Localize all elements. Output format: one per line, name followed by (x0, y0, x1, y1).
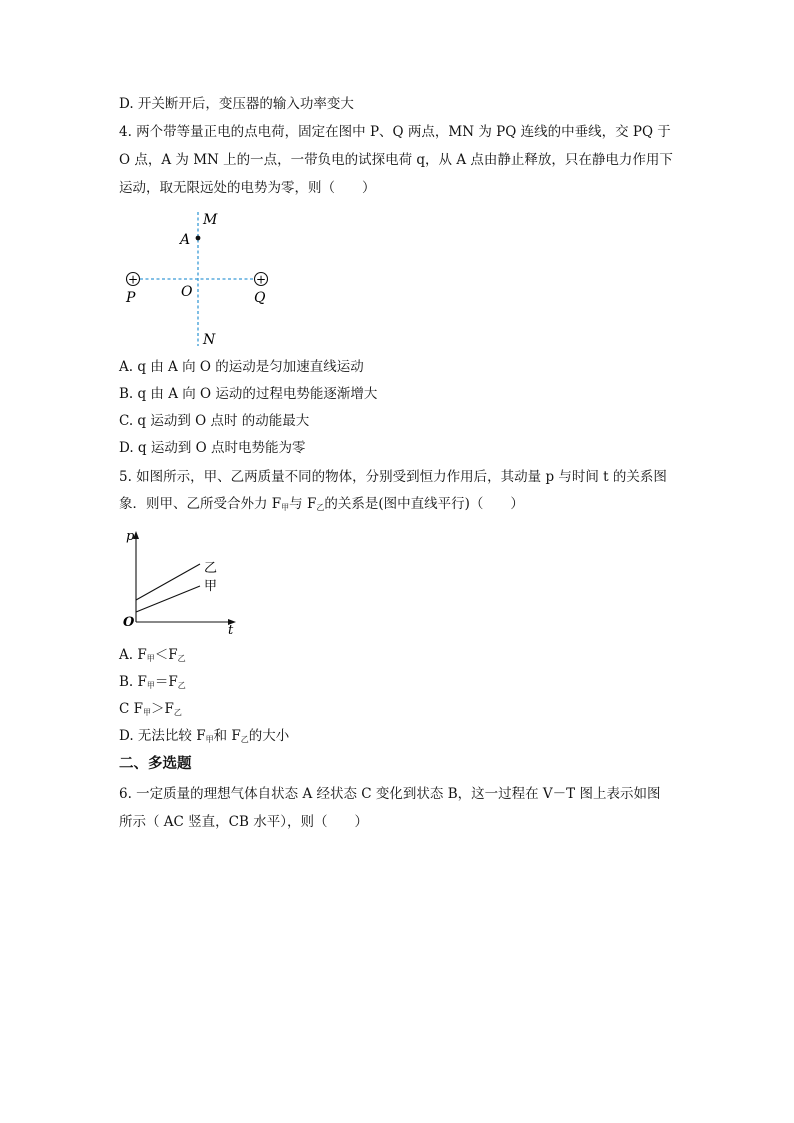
option-b-text: B. F (119, 674, 147, 690)
subscript-jia: 甲 (143, 708, 151, 717)
subscript-jia: 甲 (281, 503, 290, 512)
q5-stem-part-2: 与 F (289, 496, 317, 512)
q6-stem-line-2: 所示（ AC 竖直，CB 水平），则（ ） (119, 814, 368, 830)
option-d-text: D. 无法比较 F (119, 728, 206, 744)
label-yi: 乙 (204, 561, 218, 576)
charge-q-plus-sign: + (255, 272, 267, 287)
q5-option-d (119, 726, 289, 750)
charges-figure (118, 208, 278, 350)
label-origin: O (123, 615, 135, 630)
q4-stem-line-3: 运动，取无限远处的电势为零，则（ ） (119, 180, 376, 196)
point-a-dot (196, 236, 201, 241)
subscript-jia: 甲 (146, 654, 155, 663)
line-yi (136, 564, 200, 600)
subscript-jia: 甲 (146, 681, 155, 690)
subscript-yi: 乙 (316, 503, 325, 512)
subscript-yi: 乙 (173, 708, 182, 717)
label-a: A (180, 232, 191, 248)
q6-stem-line-1: 6. 一定质量的理想气体自状态 A 经状态 C 变化到状态 B，这一过程在 V－T 图上表示如图 (119, 786, 661, 802)
subscript-jia: 甲 (205, 735, 214, 744)
q4-option-a: A. q 由 A 向 O 的运动是匀加速直线运动 (119, 359, 364, 375)
q5-option-a (119, 645, 186, 669)
section-heading-multiple-choice: 二、多选题 (119, 755, 192, 772)
option-d-end: 的大小 (248, 728, 290, 744)
option-a-relation: ＜F (154, 647, 178, 663)
subscript-yi: 乙 (240, 735, 249, 744)
label-p-axis: p (126, 529, 135, 544)
subscript-yi: 乙 (177, 654, 186, 663)
q5-stem-part-3: 的关系是(图中直线平行)（ ） (324, 496, 524, 512)
q4-stem-line-2: O 点，A 为 MN 上的一点，一带负电的试探电荷 q，从 A 点由静止释放，只在静电力作用下 (119, 152, 673, 168)
option-d-middle: 和 F (213, 728, 241, 744)
subscript-yi: 乙 (177, 681, 186, 690)
q4-option-b: B. q 由 A 向 O 运动的过程电势能逐渐增大 (119, 386, 378, 402)
q5-stem-line-2 (119, 494, 524, 518)
q4-option-d: D. q 运动到 O 点时电势能为零 (119, 440, 306, 456)
charge-p-plus-sign: + (127, 272, 139, 287)
q4-option-c: C. q 运动到 O 点时 的动能最大 (119, 413, 310, 429)
q5-stem-part-1: 象．则甲、乙所受合外力 F (119, 496, 282, 512)
label-p: P (126, 290, 136, 306)
label-m: M (203, 212, 218, 228)
option-c-relation: ＞F (151, 701, 174, 717)
momentum-time-graph (118, 526, 248, 636)
label-t-axis: t (228, 623, 234, 636)
option-b-relation: ＝F (154, 674, 178, 690)
line-jia (136, 586, 200, 612)
label-o: O (181, 284, 193, 300)
label-jia: 甲 (204, 579, 218, 594)
option-a-text: A. F (119, 647, 147, 663)
option-c-text: C F (119, 701, 143, 717)
q5-option-b (119, 672, 186, 696)
q3-option-d: D. 开关断开后，变压器的输入功率变大 (119, 96, 354, 112)
q5-option-c (119, 699, 182, 723)
label-q: Q (254, 290, 266, 306)
q5-stem-line-1: 5. 如图所示，甲、乙两质量不同的物体，分别受到恒力作用后，其动量 p 与时间 t 的关系图 (119, 469, 667, 485)
label-n: N (203, 332, 216, 348)
q4-stem-line-1: 4. 两个带等量正电的点电荷，固定在图中 P、Q 两点，MN 为 PQ 连线的中垂线，交 PQ 于 (119, 124, 671, 140)
